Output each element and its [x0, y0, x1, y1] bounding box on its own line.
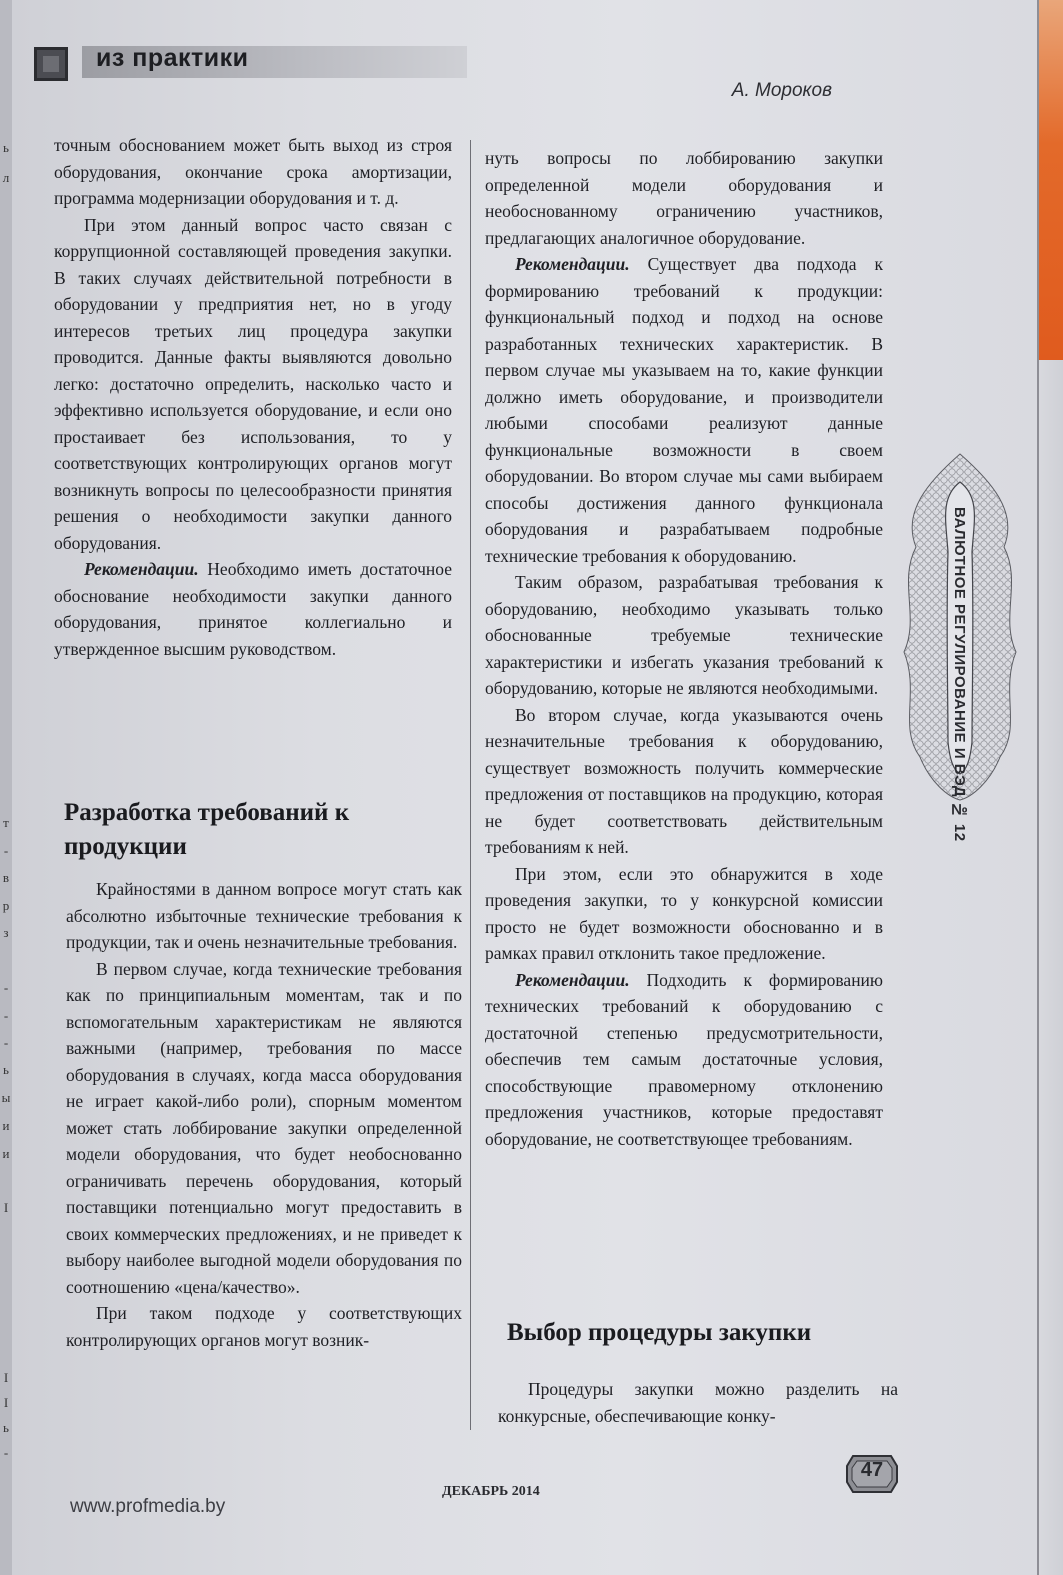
- edge-letter: р: [2, 898, 10, 913]
- paragraph: Крайностями в данном вопросе могут стать как абсолютно избыточные технические требования к продукции, так и очень незначительные требования.: [66, 879, 462, 952]
- paragraph: [54, 556, 452, 662]
- paragraph: Таким образом, разрабатывая требования к оборудованию, необходимо указывать только обоснованные требуемые технические характеристики и избегать указания требований к оборудованию, которые не являются необходимыми.: [485, 572, 883, 698]
- recommendation-label: Рекомендации.: [515, 254, 630, 274]
- page-edge: [1039, 360, 1063, 1575]
- paragraph: При таком подходе у соответствующих контролирующих органов могут возник-: [66, 1303, 462, 1350]
- footer-url: www.profmedia.by: [70, 1496, 226, 1517]
- paragraph: [485, 251, 883, 569]
- previous-page-edge: [0, 0, 12, 1575]
- paragraph-text: Подходить к формированию технических требований к оборудованию с достаточной степенью предусмотрительности, обеспечив тем самым достаточные условия, способствующие правомерному отклонению предложения участников, которые предоставят оборудование, не соответствующее требованиям.: [485, 969, 883, 1149]
- edge-letter: и: [2, 1118, 10, 1133]
- right-column: [485, 145, 883, 1152]
- recommendation-label: Рекомендации.: [515, 969, 630, 990]
- paragraph: Во втором случае, когда указываются очень незначительные требования к оборудованию, существует возможность получить коммерческие предложения от поставщиков на продукцию, которая не будет соответствовать действительным требованиям к ней.: [485, 704, 883, 857]
- section-heading: Выбор процедуры закупки: [507, 1319, 812, 1346]
- edge-letter: I: [3, 1370, 9, 1385]
- left-column-lower: [66, 876, 462, 1353]
- edge-letter: -: [3, 1035, 9, 1050]
- paragraph-text: Необходимо иметь достаточное обоснование необходимости закупки данного оборудования, принятое коллегиально и утвержденное высшим руководством.: [54, 559, 452, 659]
- edge-letter: л: [2, 170, 10, 185]
- edge-letter: в: [2, 870, 10, 885]
- left-column: [54, 132, 452, 662]
- edge-letter: и: [2, 1146, 10, 1161]
- edge-letter: I: [3, 1395, 9, 1410]
- edge-letter: -: [3, 1445, 9, 1460]
- footer-date: ДЕКАБРЬ 2014: [442, 1484, 540, 1499]
- section-marker-icon: [34, 47, 68, 81]
- edge-letter: -: [3, 843, 9, 858]
- paragraph: В первом случае, когда технические требования как по принципиальным моментам, так и по вспомогательным характеристикам не являются важными (например, требования по массе оборудования в случаях, когда масса оборудования не играет какой-либо роли), спорным моментом может стать лоббирование закупки определенной модели оборудования, что будет необоснованно ограничивать перечень оборудования, который поставщики потенциально могут предоставить в своих коммерческих предложениях, и не приведет к выбору наиболее выгодной модели оборудования по соотношению «цена/качество».: [66, 958, 462, 1297]
- paragraph: нуть вопросы по лоббированию закупки определенной модели оборудования и необоснованному ограничению участников, предлагающих аналогичное оборудование.: [485, 148, 883, 248]
- paragraph-text: Существует два подхода к формированию требований к продукции: функциональный подход и подход на основе разработанных технических характеристик. В первом случае мы указываем на то, какие функции должно иметь оборудование, и производители любыми способами реализуют данные функциональные возможности в своем оборудовании. Во втором случае мы сами выбираем способы достижения данного функционала оборудования и разрабатываем подробные технические требования к оборудованию.: [485, 254, 883, 566]
- edge-letter: т: [3, 815, 9, 830]
- recommendation-label: Рекомендации.: [84, 559, 199, 579]
- section-heading: Разработка требований к продукции: [64, 799, 350, 860]
- page-number: 47: [860, 1459, 884, 1481]
- column-divider: [470, 140, 471, 1430]
- section-title: из практики: [96, 44, 249, 72]
- paragraph: [485, 967, 883, 1153]
- author-name: А. Мороков: [731, 80, 832, 101]
- paragraph: Процедуры закупки можно разделить на конкурсные, обеспечивающие конку-: [498, 1379, 898, 1426]
- edge-letter: ь: [3, 1420, 9, 1435]
- edge-letter: ь: [3, 1062, 9, 1077]
- edge-letter: -: [3, 980, 9, 995]
- edge-letter: ы: [1, 1090, 11, 1105]
- edge-letter: з: [3, 925, 9, 940]
- right-column-lower: [498, 1376, 898, 1429]
- edge-letter: I: [3, 1200, 9, 1215]
- paragraph: При этом данный вопрос часто связан с коррупционной составляющей проведения закупки. В таких случаях действительной потребности в оборудовании у предприятия нет, но в угоду интересов третьих лиц процедура закупки проводится. Данные факты выявляются довольно легко: достаточно определить, насколько часто и эффективно используется оборудование, и если оно простаивает без использования, то у соответствующих контролирующих органов могут возникнуть вопросы по целесообразности принятия решения о необходимости закупки данного оборудования.: [54, 214, 452, 553]
- vertical-journal-label: ВАЛЮТНОЕ РЕГУЛИРОВАНИЕ И ВЭД № 12: [951, 507, 968, 842]
- edge-letter: -: [3, 1008, 9, 1023]
- paragraph: точным обоснованием может быть выход из строя оборудования, окончание срока амортизации, программа модернизации оборудования и т. д.: [54, 135, 452, 208]
- color-tab-edge: [1039, 0, 1063, 360]
- paragraph: При этом, если это обнаружится в ходе проведения закупки, то у конкурсной комиссии просто не будет возможности обоснованно и в рамках правил отклонить такое предложение.: [485, 863, 883, 963]
- magazine-page: [12, 0, 1037, 1575]
- edge-letter: ь: [3, 140, 9, 155]
